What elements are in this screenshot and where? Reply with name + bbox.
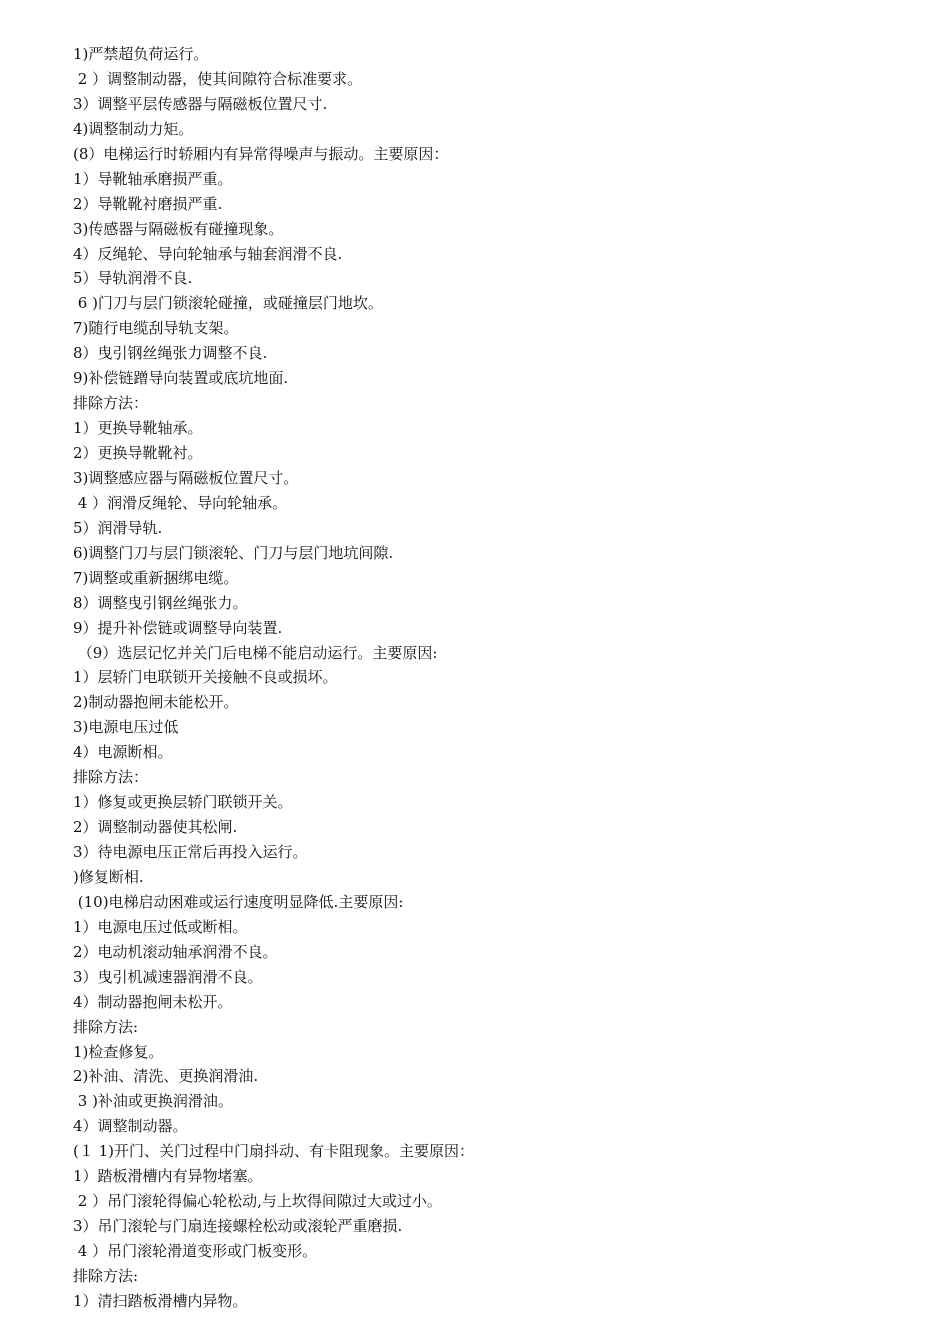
text-line: 7)调整或重新捆绑电缆。 (73, 568, 239, 587)
text-line: 9）提升补偿链或调整导向装置. (73, 618, 283, 637)
text-line: 2)补油、清洗、更换润滑油. (73, 1067, 259, 1086)
text-line: 4）电源断相。 (73, 743, 173, 762)
text-line: 1）清扫踏板滑槽内异物。 (73, 1291, 248, 1310)
text-line: 排除方法： (73, 768, 149, 787)
text-line: （9）选层记忆并关门后电梯不能启动运行。主要原因: (73, 643, 438, 662)
text-line: 8）调整曳引钢丝绳张力。 (73, 593, 248, 612)
text-line: 3）曳引机减速器润滑不良。 (73, 967, 263, 986)
text-line: 2）电动机滚动轴承润滑不良。 (73, 942, 278, 961)
text-line: 排除方法: (73, 1017, 139, 1036)
text-line: 5）润滑导轨. (73, 518, 163, 537)
text-line: 4）反绳轮、导向轮轴承与轴套润滑不良. (73, 244, 343, 263)
text-line: 2）导靴靴衬磨损严重. (73, 194, 223, 213)
text-line: 7)随行电缆刮导轨支架。 (73, 319, 239, 338)
text-line: (10)电梯启动困难或运行速度明显降低.主要原因: (73, 892, 404, 911)
text-line: 1）层轿门电联锁开关接触不良或损坏。 (73, 668, 338, 687)
text-line: 1）踏板滑槽内有异物堵塞。 (73, 1167, 263, 1186)
text-line: 4)调整制动力矩。 (73, 119, 194, 138)
text-line: 4）调整制动器。 (73, 1117, 188, 1136)
text-line: 3）吊门滚轮与门扇连接螺栓松动或滚轮严重磨损. (73, 1217, 403, 1236)
text-line: 4 ）润滑反绳轮、导向轮轴承。 (73, 493, 288, 512)
text-line: 1）更换导靴轴承。 (73, 419, 203, 438)
text-line: 4 ）吊门滚轮滑道变形或门板变形。 (73, 1242, 318, 1260)
text-line: 1）导靴轴承磨损严重。 (73, 169, 233, 188)
text-line: 排除方法： (73, 394, 149, 413)
text-line: 3）待电源电压正常后再投入运行。 (73, 843, 308, 861)
text-line: (8）电梯运行时轿厢内有异常得噪声与振动。主要原因： (73, 144, 449, 163)
text-line: 2 ）吊门滚轮得偏心轮松动,与上坎得间隙过大或过小。 (73, 1192, 442, 1211)
text-line: 2）更换导靴靴衬。 (73, 444, 203, 462)
text-line: 4）制动器抱闸未松开。 (73, 992, 233, 1011)
text-line: (１ 1)开门、关门过程中门扇抖动、有卡阻现象。主要原因： (73, 1142, 475, 1161)
text-line: 6 )门刀与层门锁滚轮碰撞，或碰撞层门地坎。 (73, 294, 383, 313)
text-line: 排除方法: (73, 1266, 139, 1285)
document-body (73, 42, 893, 1314)
text-line: 3)传感器与隔磁板有碰撞现象。 (73, 219, 284, 238)
text-line: 3）调整平层传感器与隔磁板位置尺寸. (73, 94, 328, 113)
text-line: 2）调整制动器使其松闸. (73, 818, 238, 837)
text-line: 1)严禁超负荷运行。 (73, 45, 209, 63)
text-line: 3)调整感应器与隔磁板位置尺寸。 (73, 468, 299, 487)
text-line: 2)制动器抱闸未能松开。 (73, 693, 239, 712)
text-line: 2 ）调整制动器，使其间隙符合标准要求。 (73, 69, 363, 88)
text-line: 9)补偿链蹭导向装置或底坑地面. (73, 369, 289, 388)
text-line: 8）曳引钢丝绳张力调整不良. (73, 344, 268, 363)
text-line: 1）电源电压过低或断相。 (73, 917, 248, 936)
text-line: 1)检查修复。 (73, 1042, 164, 1061)
text-line: 3)电源电压过低 (73, 718, 179, 737)
text-line: 6)调整门刀与层门锁滚轮、门刀与层门地坑间隙. (73, 543, 394, 562)
text-line: 5）导轨润滑不良. (73, 269, 193, 288)
text-line: 3 )补油或更换润滑油。 (73, 1092, 233, 1111)
text-line: )修复断相. (73, 867, 144, 886)
text-line: 1）修复或更换层轿门联锁开关。 (73, 793, 293, 812)
